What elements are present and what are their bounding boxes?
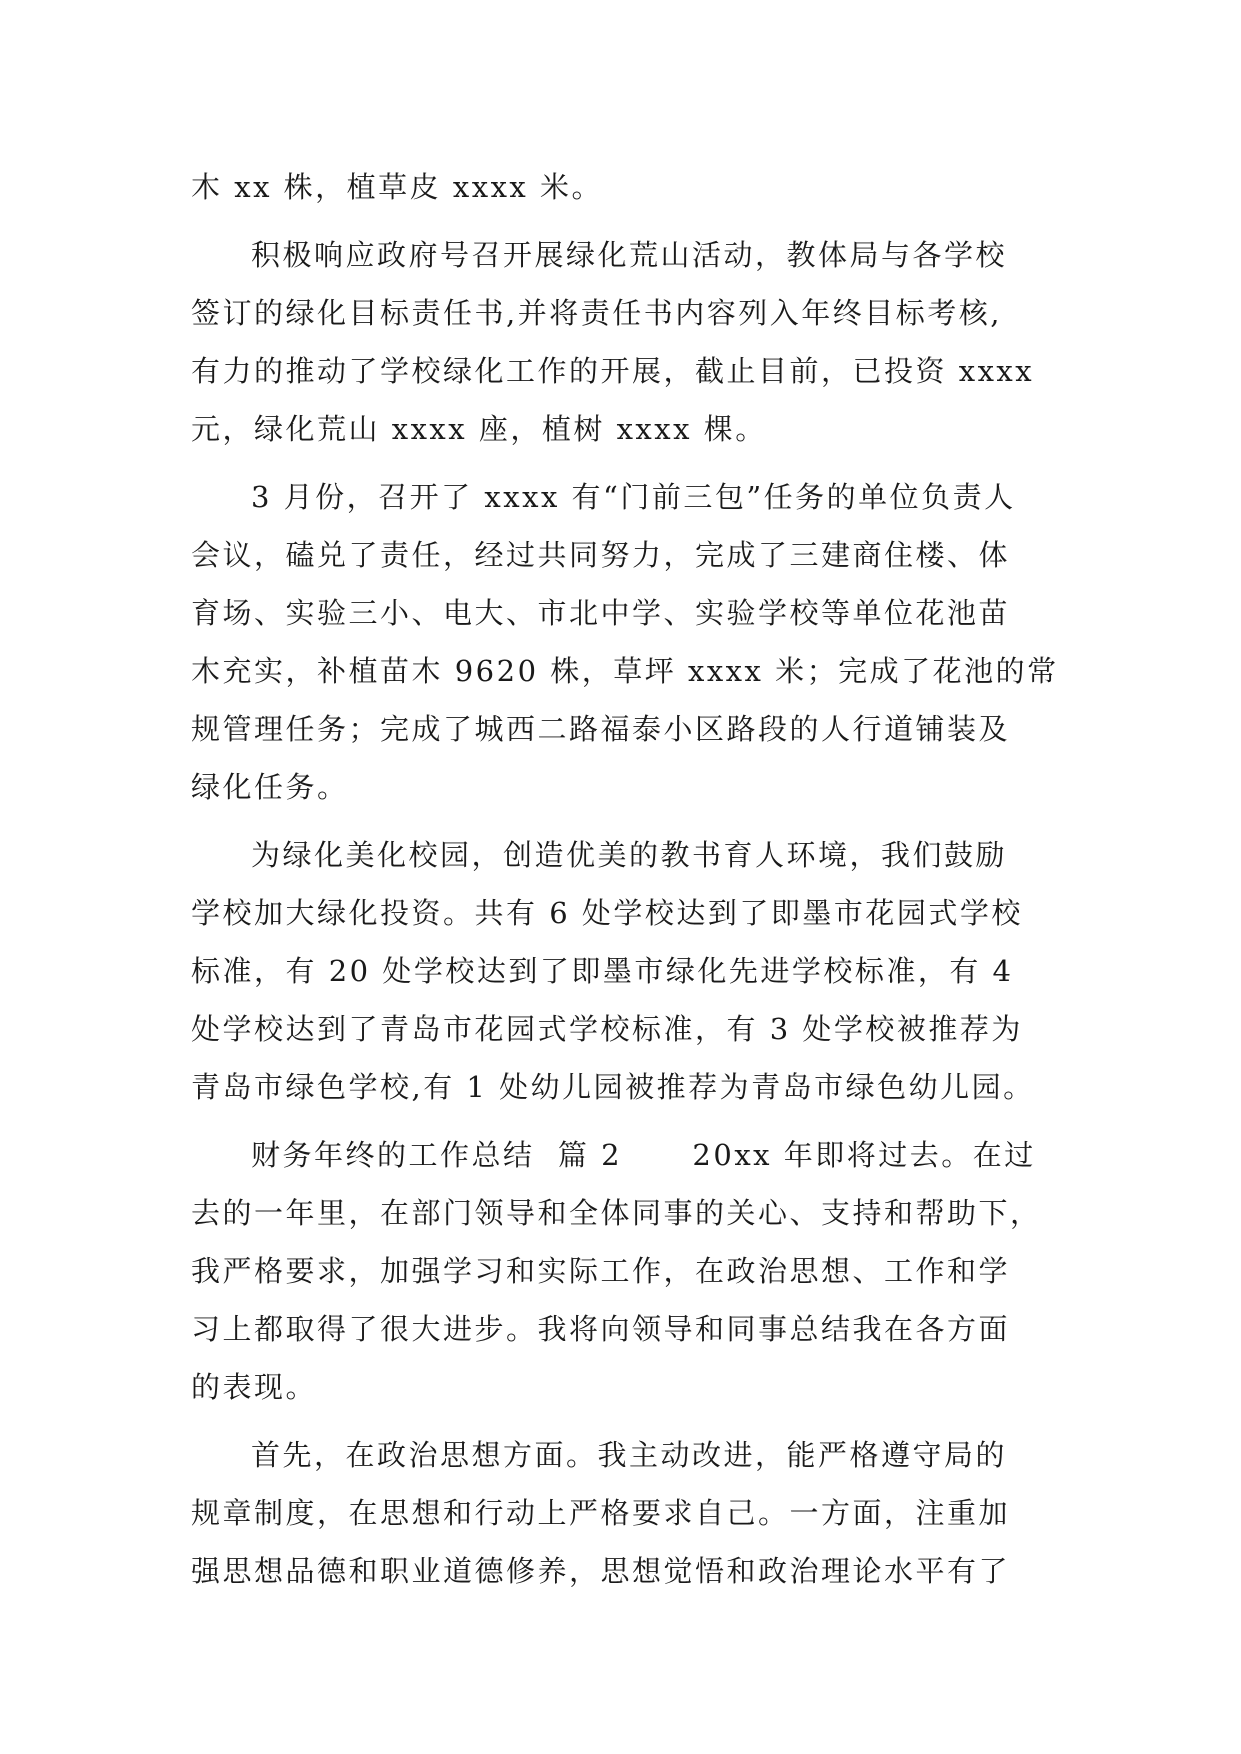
paragraph-start-line: 积极响应政府号召开展绿化荒山活动，教体局与各学校 — [251, 238, 1008, 272]
paragraph-start-line: 3 月份，召开了 xxxx 有“门前三包”任务的单位负责人 — [251, 480, 1016, 514]
text-line: 会议，磕兑了责任，经过共同努力，完成了三建商住楼、体 — [191, 538, 1011, 572]
text-line: 元，绿化荒山 xxxx 座，植树 xxxx 棵。 — [191, 412, 767, 446]
text-line: 签订的绿化目标责任书,并将责任书内容列入年终目标考核, — [191, 296, 1002, 330]
text-line: 青岛市绿色学校,有 1 处幼儿园被推荐为青岛市绿色幼儿园。 — [191, 1070, 1035, 1104]
text-line: 习上都取得了很大进步。我将向领导和同事总结我在各方面 — [191, 1312, 1011, 1346]
text-line: 木 xx 株，植草皮 xxxx 米。 — [191, 170, 604, 204]
text-line: 规管理任务；完成了城西二路福泰小区路段的人行道铺装及 — [191, 712, 1011, 746]
text-line: 强思想品德和职业道德修养，思想觉悟和政治理论水平有了 — [191, 1554, 1011, 1588]
text-line: 育场、实验三小、电大、市北中学、实验学校等单位花池苗 — [191, 596, 1011, 630]
text-line: 木充实，补植苗木 9620 株，草坪 xxxx 米；完成了花池的常 — [191, 654, 1059, 688]
paragraph-start-line: 首先，在政治思想方面。我主动改进，能严格遵守局的 — [251, 1438, 1008, 1472]
text-line: 处学校达到了青岛市花园式学校标准，有 3 处学校被推荐为 — [191, 1012, 1023, 1046]
document-body — [191, 158, 1059, 1600]
text-line: 有力的推动了学校绿化工作的开展，截止目前，已投资 xxxx — [191, 354, 1035, 388]
text-line: 去的一年里，在部门领导和全体同事的关心、支持和帮助下， — [191, 1196, 1042, 1230]
paragraph-start-line: 为绿化美化校园，创造优美的教书育人环境，我们鼓励 — [251, 838, 1008, 872]
section-heading-line: 财务年终的工作总结 篇 2 20xx 年即将过去。在过 — [251, 1138, 1036, 1172]
text-line: 的表现。 — [191, 1370, 318, 1404]
text-line: 规章制度，在思想和行动上严格要求自己。一方面，注重加 — [191, 1496, 1011, 1530]
text-line: 标准，有 20 处学校达到了即墨市绿化先进学校标准，有 4 — [191, 954, 1014, 988]
text-line: 学校加大绿化投资。共有 6 处学校达到了即墨市花园式学校 — [191, 896, 1023, 930]
text-line: 我严格要求，加强学习和实际工作，在政治思想、工作和学 — [191, 1254, 1011, 1288]
text-line: 绿化任务。 — [191, 770, 349, 804]
